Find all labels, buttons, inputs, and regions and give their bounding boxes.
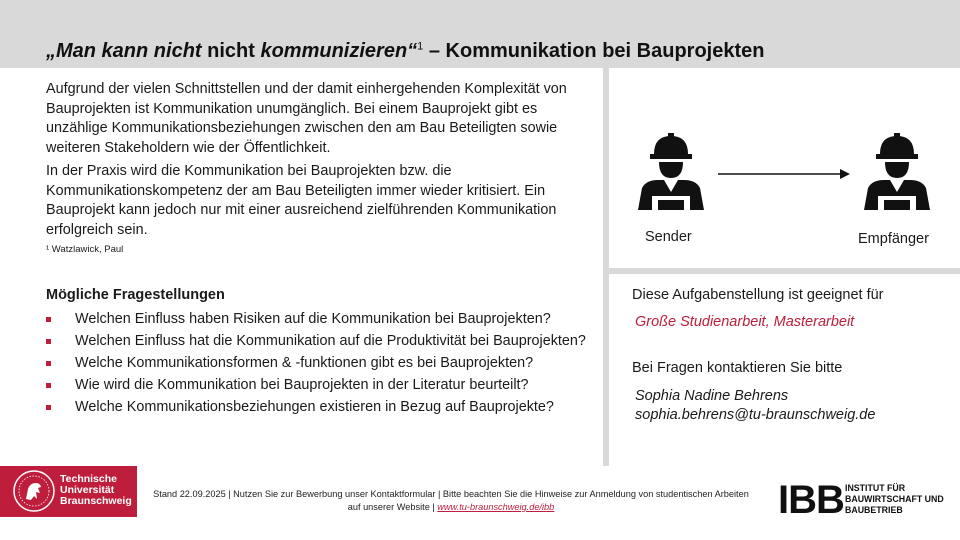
list-item: Welchen Einfluss haben Risiken auf die Kommunikation bei Bauprojekten? xyxy=(46,310,606,329)
receiver-worker-icon xyxy=(860,130,934,210)
list-item: Welche Kommunikationsformen & -funktionen gibt es bei Bauprojekten? xyxy=(46,354,606,373)
sender-label: Sender xyxy=(645,229,692,245)
contact-label: Bei Fragen kontaktieren Sie bitte xyxy=(632,360,843,376)
arrow-right-icon xyxy=(718,168,850,180)
intro-paragraph-1: Aufgrund der vielen Schnittstellen und der damit einhergehenden Komplexität von Bauprojekten ist Kommunikation unumgänglich. Bei einem Bauprojekt gibt es unzählige Kommunikationsbeziehungen zwischen den am Bau Beteiligten sowie weiteren Stakeholdern wie der Öffentlichkeit. xyxy=(46,81,567,156)
suitable-label: Diese Aufgabenstellung ist geeignet für xyxy=(632,287,884,303)
footer-note: Stand 22.09.2025 | Nutzen Sie zur Bewerbung unser Kontaktformular | Bitte beachten Sie die Hinweise zur Anmeldung von studentischen Arbeiten auf unserer Website | www.tu-braunschweig.de/ibb xyxy=(153,489,749,512)
ibb-institute-name: INSTITUT FÜR BAUWIRTSCHAFT UND BAUBETRIEB xyxy=(845,483,944,515)
questions-title: Mögliche Fragestellungen xyxy=(46,287,225,303)
sender-worker-icon xyxy=(634,130,708,210)
ibb-logo: IBB xyxy=(778,478,844,522)
lion-seal-icon xyxy=(12,469,56,513)
tu-braunschweig-logo xyxy=(0,466,137,517)
intro-text xyxy=(46,80,598,256)
footer xyxy=(0,466,960,540)
questions-section xyxy=(46,287,606,420)
list-item: Welchen Einfluss hat die Kommunikation auf die Produktivität bei Bauprojekten? xyxy=(46,332,606,351)
receiver-label: Empfänger xyxy=(858,231,929,247)
list-item: Wie wird die Kommunikation bei Bauprojekten in der Literatur beurteilt? xyxy=(46,376,606,395)
contact-name: Sophia Nadine Behrens xyxy=(635,388,789,404)
tu-name: Technische Universität Braunschweig xyxy=(60,473,132,507)
intro-paragraph-2: In der Praxis wird die Kommunikation bei Bauprojekten bzw. die Kommunikationskompetenz der am Bau Beteiligten immer wieder kritisiert. Ein Bauprojekt kann jedoch nur mit einer ausreichend zielführenden Kommunikation erfolgreich sein. xyxy=(46,163,557,238)
website-link[interactable]: www.tu-braunschweig.de/ibb xyxy=(437,502,555,512)
contact-email[interactable]: sophia.behrens@tu-braunschweig.de xyxy=(635,407,876,423)
list-item: Welche Kommunikationsbeziehungen existieren in Bezug auf Bauprojekte? xyxy=(46,398,606,417)
questions-list xyxy=(46,310,606,417)
footnote: ¹ Watzlawick, Paul xyxy=(46,244,124,255)
page-title: „Man kann nicht nicht kommunizieren“$^1$ – Kommunikation bei Bauprojekten xyxy=(46,40,765,62)
suitable-value: Große Studienarbeit, Masterarbeit xyxy=(635,314,855,330)
horizontal-divider xyxy=(609,268,960,274)
